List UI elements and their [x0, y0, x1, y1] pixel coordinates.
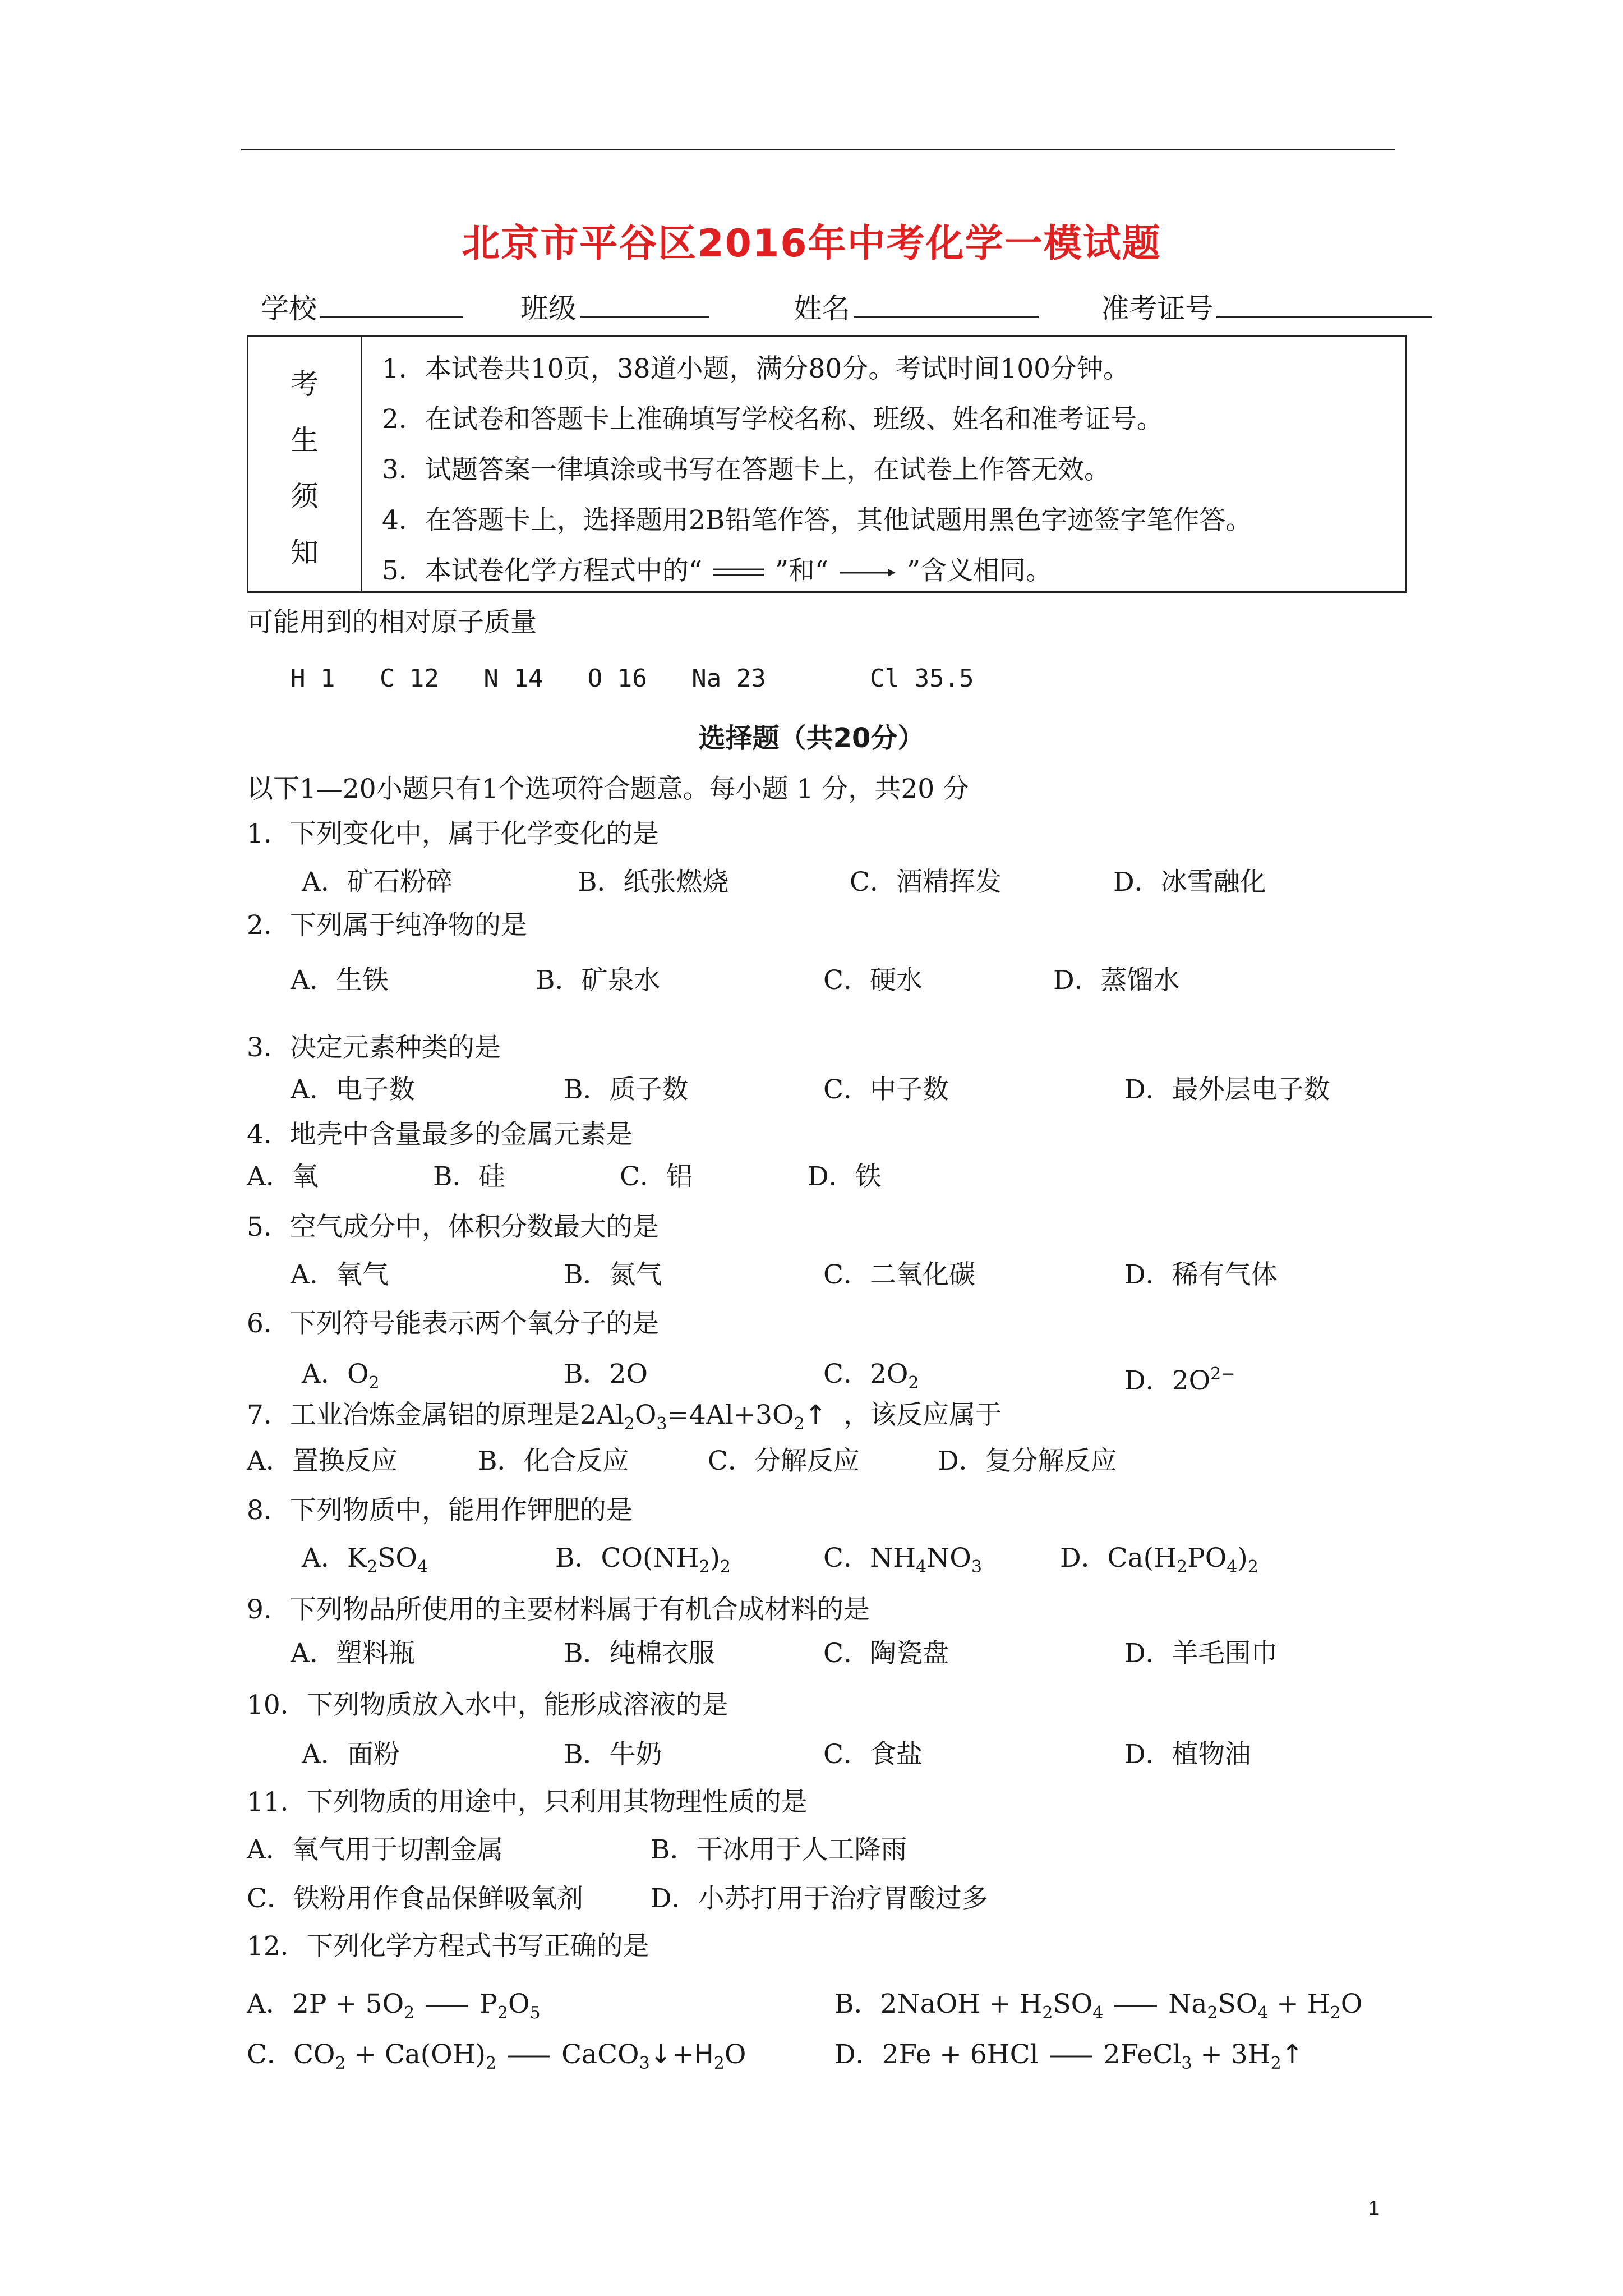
question-5-option-d[interactable]: D．稀有气体 — [1124, 1259, 1278, 1290]
question-2-option-b[interactable]: B．矿泉水 — [536, 965, 661, 996]
question-3-stem: 3．决定元素种类的是 — [247, 1032, 501, 1063]
question-8-option-b[interactable]: B．$CO(NH_2)_2$ — [555, 1543, 731, 1577]
question-3-option-d[interactable]: D．最外层电子数 — [1124, 1074, 1330, 1105]
notice-item: 3．试题答案一律填涂或书写在答题卡上，在试卷上作答无效。 — [382, 454, 1110, 485]
question-5-option-c[interactable]: C．二氧化碳 — [823, 1259, 975, 1290]
notice-heading-char: 生 — [291, 424, 319, 457]
question-12-option-d[interactable]: D．2Fe + 6HCl 2FeCl$_3$ + $3H_2↑$ — [834, 2039, 1304, 2073]
notice-heading-char: 知 — [291, 536, 319, 569]
question-8-option-d[interactable]: D．$Ca(H_2PO_4)_2$ — [1060, 1543, 1258, 1577]
question-3-option-b[interactable]: B．质子数 — [564, 1074, 689, 1105]
question-8-stem: 8．下列物质中，能用作钾肥的是 — [247, 1495, 633, 1526]
reaction-line-icon — [426, 2003, 468, 2009]
question-10-option-b[interactable]: B．牛奶 — [564, 1739, 662, 1770]
reaction-line-icon — [1114, 2003, 1157, 2009]
notice-heading-char: 考 — [291, 368, 319, 401]
section-intro: 以下1—20小题只有1个选项符合题意。每小题 1 分，共20 分 — [247, 774, 970, 804]
school-label: 学校 — [261, 292, 317, 325]
notice-heading-char: 须 — [291, 480, 319, 513]
question-11-option-b[interactable]: B．干冰用于人工降雨 — [651, 1834, 907, 1865]
question-2-stem: 2．下列属于纯净物的是 — [247, 910, 527, 941]
section-title: 选择题（共20分） — [698, 723, 925, 754]
question-10-option-d[interactable]: D．植物油 — [1124, 1739, 1251, 1770]
question-12-option-b[interactable]: B．2NaOH + $H_2SO_4$ $Na_2SO_4 + H_2O$ — [834, 1989, 1363, 2023]
notice-item-5 — [382, 550, 1052, 587]
question-11-option-d[interactable]: D．小苏打用于治疗胃酸过多 — [651, 1883, 988, 1914]
question-10-option-c[interactable]: C．食盐 — [823, 1739, 923, 1770]
question-1-stem: 1．下列变化中，属于化学变化的是 — [247, 818, 659, 849]
notice-item-5-mid: ”和“ — [774, 555, 828, 586]
question-7-option-a[interactable]: A．置换反应 — [247, 1446, 398, 1476]
question-1-option-b[interactable]: B．纸张燃烧 — [578, 867, 729, 898]
reaction-line-icon — [508, 2054, 550, 2059]
atomic-mass-values: H 1 C 12 N 14 O 16 Na 23 Cl 35.5 — [291, 664, 974, 693]
question-7-option-b[interactable]: B．化合反应 — [478, 1446, 629, 1476]
question-2-option-d[interactable]: D．蒸馏水 — [1053, 965, 1180, 996]
exam-id-field[interactable] — [1216, 294, 1432, 318]
question-1-option-c[interactable]: C．酒精挥发 — [850, 867, 1002, 898]
question-11-option-c[interactable]: C．铁粉用作食品保鲜吸氧剂 — [247, 1883, 583, 1914]
question-9-option-a[interactable]: A．塑料瓶 — [291, 1638, 415, 1669]
notice-heading-cell — [248, 337, 362, 591]
question-8-option-a[interactable]: A．$K_2SO_4$ — [302, 1543, 428, 1577]
question-2-option-c[interactable]: C．硬水 — [823, 965, 923, 996]
question-1-option-d[interactable]: D．冰雪融化 — [1113, 867, 1266, 898]
class-label: 班级 — [520, 292, 577, 325]
atomic-mass-heading: 可能用到的相对原子质量 — [247, 607, 537, 638]
question-3-option-a[interactable]: A．电子数 — [291, 1074, 415, 1105]
question-12-option-a[interactable]: A．$2P + 5O_2$ $P_2O_5$ — [247, 1989, 541, 2023]
question-7-option-c[interactable]: C．分解反应 — [708, 1446, 860, 1476]
question-8-option-c[interactable]: C．$NH_4NO_3$ — [823, 1543, 982, 1577]
question-11-stem: 11．下列物质的用途中，只利用其物理性质的是 — [247, 1787, 808, 1818]
question-9-option-b[interactable]: B．纯棉衣服 — [564, 1638, 715, 1669]
question-5-option-b[interactable]: B．氮气 — [564, 1259, 662, 1290]
question-6-option-d[interactable]: D．$2O^{2-}$ — [1124, 1364, 1235, 1396]
class-field[interactable] — [580, 294, 709, 318]
info-line — [261, 292, 1432, 325]
question-4-stem: 4．地壳中含量最多的金属元素是 — [247, 1119, 633, 1150]
question-12-stem: 12．下列化学方程式书写正确的是 — [247, 1931, 649, 1962]
question-12-option-c[interactable]: C．$CO_2 + Ca(OH)_2$ $CaCO_3↓+H_2O$ — [247, 2039, 746, 2073]
question-2-option-a[interactable]: A．生铁 — [291, 965, 389, 996]
question-10-stem: 10．下列物质放入水中，能形成溶液的是 — [247, 1690, 728, 1720]
question-7-stem: 7．工业冶炼金属铝的原理是$2Al_2O_3=4Al+3O_2↑$ ，该反应属于 — [247, 1400, 1002, 1434]
arrow-symbol — [840, 567, 896, 579]
notice-item: 2．在试卷和答题卡上准确填写学校名称、班级、姓名和准考证号。 — [382, 404, 1163, 435]
page-number: 1 — [1368, 2196, 1380, 2219]
question-4-option-c[interactable]: C．铝 — [620, 1161, 693, 1192]
header-rule — [241, 149, 1395, 150]
page-title: 北京市平谷区2016年中考化学一模试题 — [462, 222, 1161, 266]
question-5-option-a[interactable]: A．氧气 — [291, 1259, 389, 1290]
question-9-option-d[interactable]: D．羊毛围巾 — [1124, 1638, 1278, 1669]
question-4-option-b[interactable]: B．硅 — [433, 1161, 505, 1192]
double-bar-symbol — [713, 567, 764, 579]
exam-id-label: 准考证号 — [1101, 292, 1214, 325]
reaction-line-icon — [1050, 2054, 1092, 2059]
question-10-option-a[interactable]: A．面粉 — [302, 1739, 400, 1770]
question-9-option-c[interactable]: C．陶瓷盘 — [823, 1638, 949, 1669]
question-6-stem: 6．下列符号能表示两个氧分子的是 — [247, 1308, 659, 1339]
question-5-stem: 5．空气成分中，体积分数最大的是 — [247, 1212, 659, 1243]
name-label: 姓名 — [794, 292, 850, 325]
question-9-stem: 9．下列物品所使用的主要材料属于有机合成材料的是 — [247, 1594, 870, 1625]
question-1-option-a[interactable]: A．矿石粉碎 — [302, 867, 453, 898]
notice-item-5-prefix: 5．本试卷化学方程式中的“ — [382, 555, 702, 586]
question-6-option-a[interactable]: A．$O_2$ — [302, 1359, 380, 1393]
question-6-option-c[interactable]: C．$2O_2$ — [823, 1359, 919, 1393]
question-6-option-b[interactable]: B．2O — [564, 1359, 648, 1389]
notice-item-5-suffix: ”含义相同。 — [907, 555, 1053, 586]
notice-item: 4．在答题卡上，选择题用2B铅笔作答，其他试题用黑色字迹签字笔作答。 — [382, 505, 1252, 536]
question-3-option-c[interactable]: C．中子数 — [823, 1074, 949, 1105]
notice-box — [247, 335, 1407, 593]
question-4-option-a[interactable]: A．氧 — [247, 1161, 319, 1192]
question-4-option-d[interactable]: D．铁 — [808, 1161, 882, 1192]
notice-item: 1．本试卷共10页，38道小题，满分80分。考试时间100分钟。 — [382, 353, 1130, 384]
question-11-option-a[interactable]: A．氧气用于切割金属 — [247, 1834, 503, 1865]
question-7-option-d[interactable]: D．复分解反应 — [938, 1446, 1117, 1476]
school-field[interactable] — [320, 294, 463, 318]
name-field[interactable] — [854, 294, 1039, 318]
